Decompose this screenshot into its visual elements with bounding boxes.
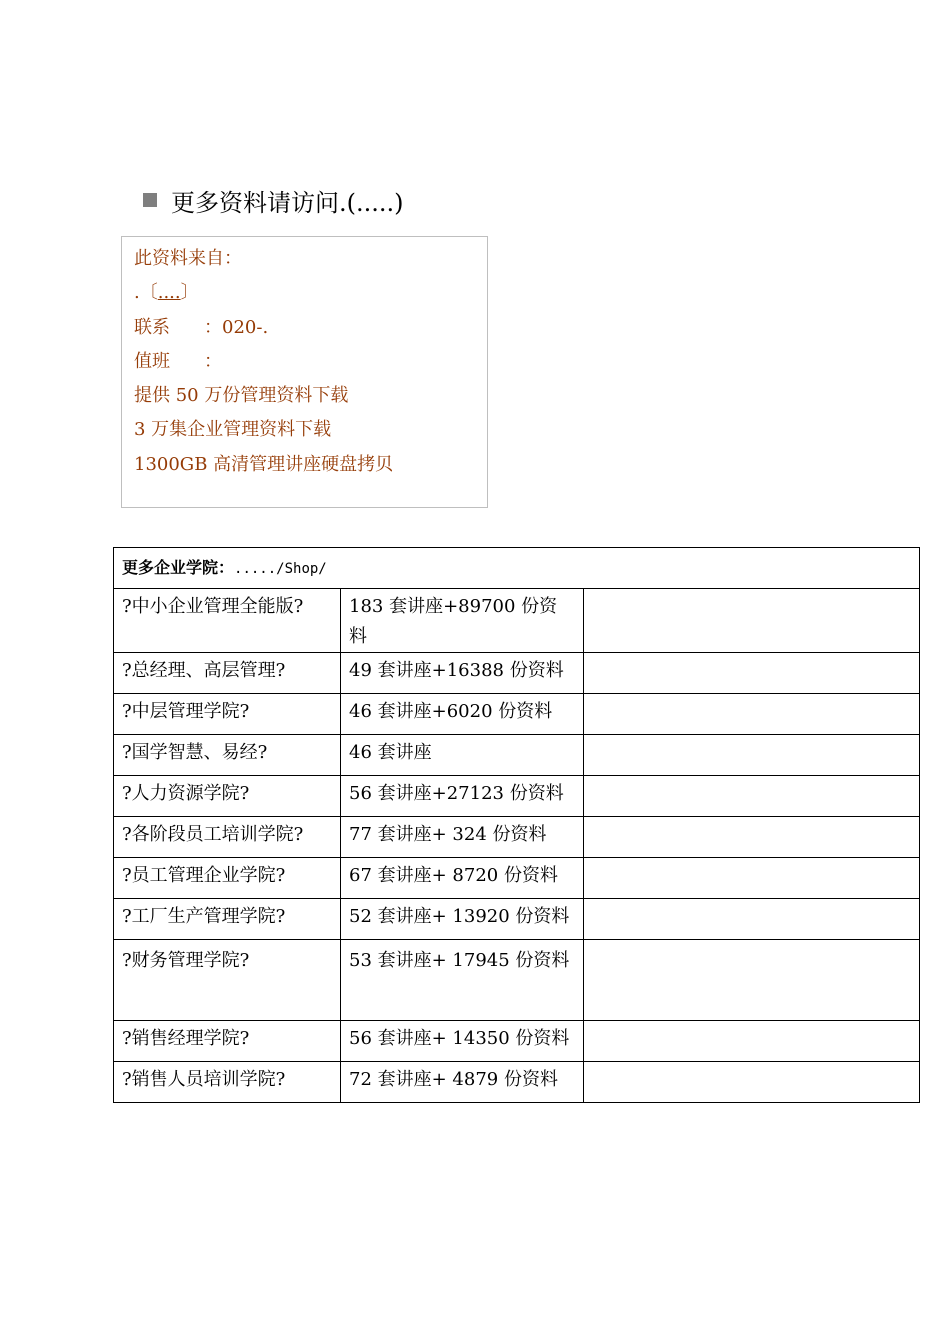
table-row — [114, 694, 920, 735]
empty-cell — [584, 1062, 920, 1103]
academy-name-cell: ?销售人员培训学院? — [114, 1062, 341, 1103]
academy-content-cell: 56 套讲座+ 14350 份资料 — [341, 1021, 584, 1062]
academy-content-cell: 183 套讲座+89700 份资料 — [341, 589, 584, 653]
offer-line: 提供 50 万份管理资料下载 — [134, 385, 349, 407]
empty-cell — [584, 899, 920, 940]
table-header-cell — [114, 548, 920, 589]
heading-text: 更多资料请访问.(.....) — [171, 188, 404, 217]
header-label: 更多企业学院： — [122, 558, 235, 577]
table-row — [114, 589, 920, 653]
academy-name-cell: ?各阶段员工培训学院? — [114, 817, 341, 858]
academy-name-cell: ?中小企业管理全能版? — [114, 589, 341, 653]
academy-name-cell: ?财务管理学院? — [114, 940, 341, 1021]
square-bullet-icon — [143, 193, 157, 207]
duty-line — [134, 345, 487, 379]
academy-content-cell: 72 套讲座+ 4879 份资料 — [341, 1062, 584, 1103]
academy-table — [113, 547, 920, 1103]
empty-cell — [584, 694, 920, 735]
contact-value: ：020-. — [204, 316, 269, 338]
link-prefix: .〔 — [134, 282, 158, 304]
empty-cell — [584, 589, 920, 653]
academy-name-cell: ?工厂生产管理学院? — [114, 899, 341, 940]
contact-key: 联系 — [134, 316, 170, 338]
academy-content-cell: 77 套讲座+ 324 份资料 — [341, 817, 584, 858]
academy-name-cell: ?员工管理企业学院? — [114, 858, 341, 899]
table-row — [114, 858, 920, 899]
academy-name-cell: ?销售经理学院? — [114, 1021, 341, 1062]
empty-cell — [584, 1021, 920, 1062]
offer-line: 3 万集企业管理资料下载 — [134, 419, 332, 441]
academy-content-cell: 67 套讲座+ 8720 份资料 — [341, 858, 584, 899]
source-link-line — [134, 276, 487, 310]
academy-content-cell: 53 套讲座+ 17945 份资料 — [341, 940, 584, 1021]
contact-line — [134, 311, 487, 345]
academy-name-cell: ?国学智慧、易经? — [114, 735, 341, 776]
academy-content-cell: 49 套讲座+16388 份资料 — [341, 653, 584, 694]
table-row — [114, 735, 920, 776]
header-url[interactable]: ...../Shop/ — [234, 561, 327, 577]
table-row — [114, 1062, 920, 1103]
academy-name-cell: ?中层管理学院? — [114, 694, 341, 735]
empty-cell — [584, 940, 920, 1021]
empty-cell — [584, 776, 920, 817]
academy-name-cell: ?人力资源学院? — [114, 776, 341, 817]
table-row — [114, 817, 920, 858]
table-row — [114, 653, 920, 694]
empty-cell — [584, 735, 920, 776]
academy-content-cell: 56 套讲座+27123 份资料 — [341, 776, 584, 817]
source-link[interactable]: .... — [157, 282, 181, 304]
table-row — [114, 899, 920, 940]
academy-content-cell: 46 套讲座 — [341, 735, 584, 776]
source-info-box — [121, 236, 488, 508]
table-row — [114, 776, 920, 817]
table-header-row — [114, 548, 920, 589]
academy-content-cell: 46 套讲座+6020 份资料 — [341, 694, 584, 735]
offer-line: 1300GB 高清管理讲座硬盘拷贝 — [134, 453, 394, 475]
duty-value: ： — [204, 350, 222, 372]
link-suffix: 〕 — [180, 282, 199, 304]
page-heading — [143, 182, 404, 218]
empty-cell — [584, 858, 920, 899]
academy-name-cell: ?总经理、高层管理? — [114, 653, 341, 694]
academy-content-cell: 52 套讲座+ 13920 份资料 — [341, 899, 584, 940]
empty-cell — [584, 653, 920, 694]
duty-key: 值班 — [134, 350, 170, 372]
table-row — [114, 1021, 920, 1062]
table-row — [114, 940, 920, 1021]
empty-cell — [584, 817, 920, 858]
source-label: 此资料来自： — [134, 248, 242, 269]
